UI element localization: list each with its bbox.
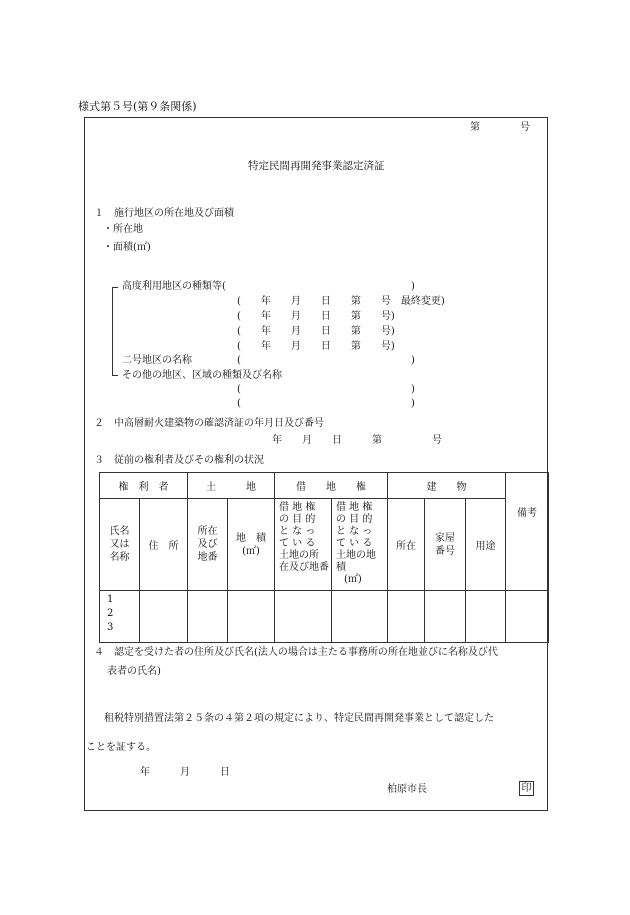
lease-location-header: 借 地 権 の 目 的 と な っ て い る 土地の所 在及び地番 [275, 499, 332, 591]
certification-line2: ことを証する。 [86, 742, 156, 753]
section3-heading: ３ 従前の権利者及びその権利の状況 [94, 455, 264, 466]
row-number: 2 [107, 608, 114, 619]
lease-header: 借 地 権 [275, 473, 388, 499]
area-item: ・面積(㎡) [103, 242, 151, 253]
building-header: 建 物 [388, 473, 506, 499]
other-zone-label: その他の地区、区域の種類及び名称 [122, 370, 282, 381]
lease-area-label: 借 地 権 の 目 的 と な っ て い る 土地の地 積 [336, 502, 376, 573]
land-header: 土 地 [188, 473, 275, 499]
zone-date-line: ( 年 月 日 第 号) [237, 311, 395, 322]
location-lot-header: 所在 及び 地番 [188, 499, 228, 591]
table-cell [275, 591, 332, 643]
table-cell [140, 591, 188, 643]
table-cell [388, 591, 425, 643]
open-paren: ( [237, 384, 241, 395]
row-number: 1 [107, 594, 114, 605]
table-cell [228, 591, 275, 643]
zone-date-line: ( 年 月 日 第 号) [237, 326, 395, 337]
rights-holder-header: 権 利 者 [100, 473, 188, 499]
zone-bracket-bottom [112, 375, 118, 376]
open-paren: ( [237, 355, 241, 366]
land-area-header [228, 499, 275, 591]
open-paren: ( [237, 398, 241, 409]
table-cell [506, 591, 549, 643]
section1-heading: １ 施行地区の所在地及び面積 [94, 208, 234, 219]
height-use-zone-label: 高度利用地区の種類等( [122, 281, 226, 292]
section2-heading: ２ 中高層耐火建築物の確認済証の年月日及び番号 [94, 418, 324, 429]
certification-date: 年 月 日 [140, 767, 230, 778]
land-area-label: 地 積 [236, 532, 266, 544]
table-cell [466, 591, 506, 643]
form-number: 様式第５号(第９条関係) [78, 100, 197, 113]
row-number: 3 [107, 622, 114, 633]
page-title: 特定民間再開発事業認定済証 [248, 160, 385, 172]
lease-area-unit: (㎡) [344, 574, 362, 585]
building-location-header: 所在 [388, 499, 425, 591]
rights-table [99, 472, 549, 643]
zone-date-line: ( 年 月 日 第 号 最終変更) [237, 296, 445, 307]
certification-line1: 租税特別措置法第２５条の４第２項の規定により、特定民間再開発事業として認定した [104, 713, 494, 724]
table-cell [188, 591, 228, 643]
section4-line2: 表者の氏名) [107, 666, 161, 677]
zone-bracket-line [112, 287, 113, 375]
zone-date-line: ( 年 月 日 第 号) [237, 341, 395, 352]
table-cell [425, 591, 466, 643]
close-paren: ) [411, 281, 415, 292]
land-area-unit: (㎡) [242, 545, 260, 557]
confirmation-date-line: 年 月 日 第 号 [272, 435, 442, 446]
name-header: 氏名 又は 名称 [100, 499, 140, 591]
zone2-name-label: 二号地区の名称 [122, 355, 192, 366]
issuer-name: 柏原市長 [387, 784, 427, 795]
zone-bracket-top [112, 287, 118, 288]
remarks-header: 備考 [506, 473, 549, 591]
address-header: 住 所 [140, 499, 188, 591]
close-paren: ) [411, 355, 415, 366]
close-paren: ) [411, 384, 415, 395]
row-numbers [100, 591, 140, 643]
house-number-header: 家屋 番号 [425, 499, 466, 591]
use-header: 用途 [466, 499, 506, 591]
section4-line1: ４ 認定を受けた者の住所及び氏名(法人の場合は主たる事務所の所在地並びに名称及び代 [94, 647, 498, 658]
serial-number-label: 第 号 [470, 122, 530, 133]
lease-area-header [332, 499, 388, 591]
location-item: ・所在地 [103, 224, 143, 235]
close-paren: ) [411, 398, 415, 409]
seal-mark: 印 [519, 781, 534, 796]
table-cell [332, 591, 388, 643]
